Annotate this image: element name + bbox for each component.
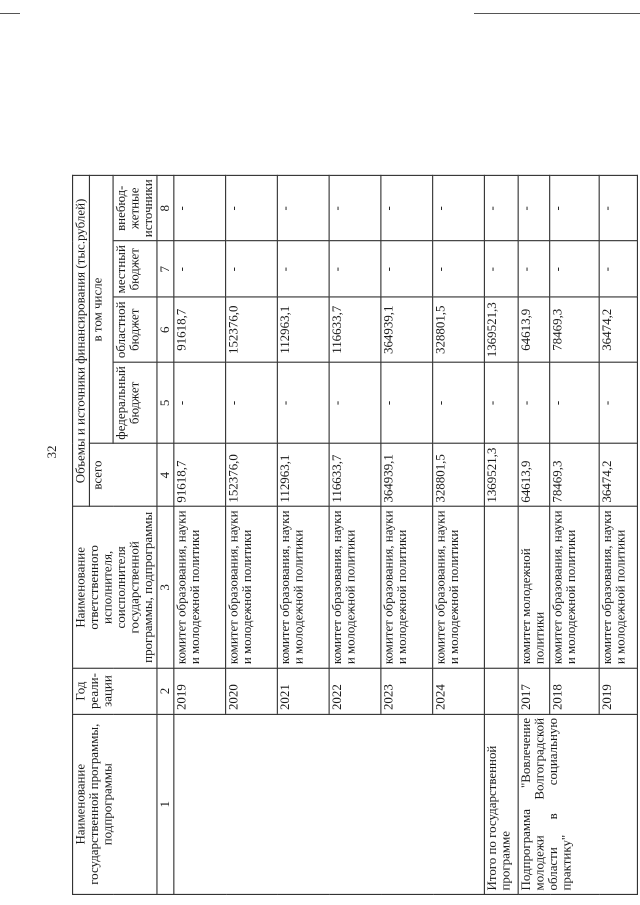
rotated-table-wrapper xyxy=(72,175,638,895)
year-cell: 2021 xyxy=(277,668,329,714)
federal-cell: - xyxy=(329,362,381,443)
extra-cell: - xyxy=(381,175,433,241)
executor-cell: комитет образования, науки и молодежной политики xyxy=(174,507,226,669)
year-cell: 2023 xyxy=(381,668,433,714)
extra-cell: - xyxy=(329,175,381,241)
local-cell: - xyxy=(381,241,433,297)
local-cell: - xyxy=(277,241,329,297)
regional-cell: 112963,1 xyxy=(277,297,329,362)
regional-cell: 116633,7 xyxy=(329,297,381,362)
executor-cell: комитет образования, науки и молодежной политики xyxy=(381,507,433,669)
col-num-5: 5 xyxy=(157,362,174,443)
total-row-regional: 1369521,3 xyxy=(484,297,518,362)
federal-cell: - xyxy=(381,362,433,443)
total-cell: 36474,2 xyxy=(599,444,637,507)
column-number-row xyxy=(157,175,174,894)
year-cell: 2019 xyxy=(599,668,637,714)
regional-cell: 36474,2 xyxy=(599,297,637,362)
year-cell: 2019 xyxy=(174,668,226,714)
total-row xyxy=(484,175,518,894)
local-cell: - xyxy=(550,241,600,297)
extra-cell: - xyxy=(550,175,600,241)
year-cell: 2017 xyxy=(518,668,550,714)
total-cell: 64613,9 xyxy=(518,444,550,507)
executor-cell: комитет образования, науки и молодежной политики xyxy=(599,507,637,669)
top-rule-left xyxy=(0,13,20,14)
federal-cell: - xyxy=(433,362,485,443)
header-year: Год реали-зации xyxy=(73,668,157,714)
extra-cell: - xyxy=(226,175,278,241)
local-cell: - xyxy=(599,241,637,297)
header-federal: федеральный бюджет xyxy=(113,362,157,443)
regional-cell: 78469,3 xyxy=(550,297,600,362)
regional-cell: 364939,1 xyxy=(381,297,433,362)
executor-cell: комитет образования, науки и молодежной политики xyxy=(433,507,485,669)
header-local: местный бюджет xyxy=(113,241,157,297)
page-number: 32 xyxy=(44,445,59,459)
total-row-label: Итого по государственной программе xyxy=(484,714,518,894)
extra-cell: - xyxy=(518,175,550,241)
extra-cell: - xyxy=(277,175,329,241)
header-including: в том числе xyxy=(89,175,113,443)
executor-cell: комитет молодежной политики xyxy=(518,507,550,669)
extra-cell: - xyxy=(174,175,226,241)
year-cell: 2020 xyxy=(226,668,278,714)
local-cell: - xyxy=(226,241,278,297)
local-cell: - xyxy=(518,241,550,297)
header-funding: Объемы и источники финансирования (тыс.рублей) xyxy=(73,175,90,506)
header-executor: Наименование ответственного исполнителя, соисполнителя государственной программы, подпрограммы xyxy=(73,507,157,669)
header-row-1 xyxy=(73,175,90,894)
col-num-7: 7 xyxy=(157,241,174,297)
funding-table xyxy=(72,175,638,895)
executor-cell: комитет образования, науки и молодежной политики xyxy=(226,507,278,669)
regional-cell: 152376,0 xyxy=(226,297,278,362)
executor-cell: комитет образования, науки и молодежной политики xyxy=(550,507,600,669)
year-cell: 2022 xyxy=(329,668,381,714)
federal-cell: - xyxy=(226,362,278,443)
col-num-4: 4 xyxy=(157,444,174,507)
total-row-year xyxy=(484,668,518,714)
total-row-local: - xyxy=(484,241,518,297)
year-cell: 2024 xyxy=(433,668,485,714)
regional-cell: 64613,9 xyxy=(518,297,550,362)
local-cell: - xyxy=(174,241,226,297)
regional-cell: 91618,7 xyxy=(174,297,226,362)
regional-cell: 328801,5 xyxy=(433,297,485,362)
table-row xyxy=(174,175,226,894)
total-cell: 328801,5 xyxy=(433,444,485,507)
total-cell: 78469,3 xyxy=(550,444,600,507)
federal-cell: - xyxy=(518,362,550,443)
total-row-extra: - xyxy=(484,175,518,241)
total-row-executor xyxy=(484,507,518,669)
federal-cell: - xyxy=(277,362,329,443)
header-extra: внебюд-жетные источники xyxy=(113,175,157,241)
executor-cell: комитет образования, науки и молодежной политики xyxy=(329,507,381,669)
header-total: всего xyxy=(89,444,157,507)
header-regional: областной бюджет xyxy=(113,297,157,362)
executor-cell: комитет образования, науки и молодежной политики xyxy=(277,507,329,669)
total-cell: 152376,0 xyxy=(226,444,278,507)
col-num-8: 8 xyxy=(157,175,174,241)
extra-cell: - xyxy=(433,175,485,241)
program-name-cell xyxy=(174,714,485,894)
local-cell: - xyxy=(433,241,485,297)
col-num-1: 1 xyxy=(157,714,174,894)
header-program-name: Наименование государственной программы, подпрограммы xyxy=(73,714,157,894)
federal-cell: - xyxy=(550,362,600,443)
federal-cell: - xyxy=(174,362,226,443)
year-cell: 2018 xyxy=(550,668,600,714)
total-cell: 364939,1 xyxy=(381,444,433,507)
local-cell: - xyxy=(329,241,381,297)
col-num-3: 3 xyxy=(157,507,174,669)
total-row-federal: - xyxy=(484,362,518,443)
total-cell: 112963,1 xyxy=(277,444,329,507)
subprogram-name: Подпрограмма "Вовлечение молодежи Волгоградской области в социальную практику" xyxy=(518,714,637,894)
table-row xyxy=(518,175,550,894)
top-rule-right xyxy=(474,13,640,14)
total-row-total: 1369521,3 xyxy=(484,444,518,507)
col-num-6: 6 xyxy=(157,297,174,362)
total-cell: 91618,7 xyxy=(174,444,226,507)
total-cell: 116633,7 xyxy=(329,444,381,507)
col-num-2: 2 xyxy=(157,668,174,714)
extra-cell: - xyxy=(599,175,637,241)
federal-cell: - xyxy=(599,362,637,443)
